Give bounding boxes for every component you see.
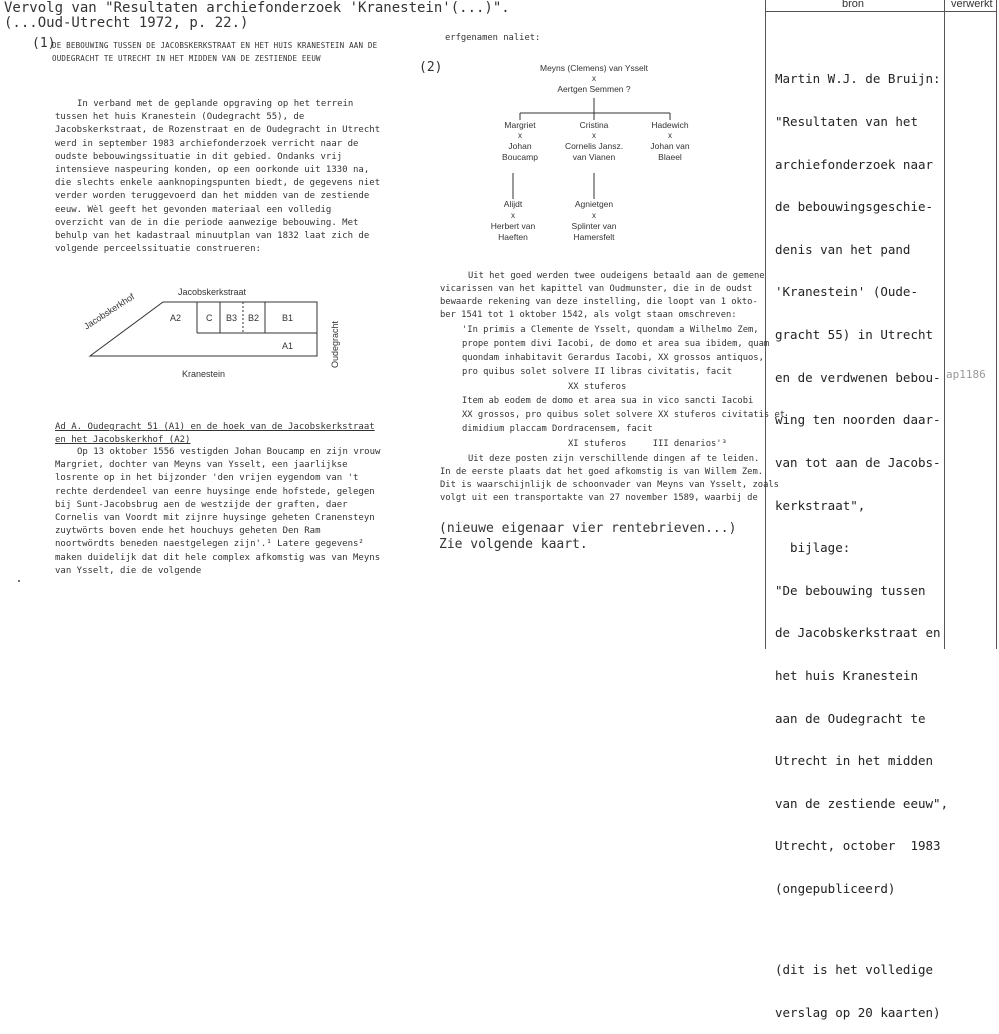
bron-line-11: kerkstraat", <box>775 497 866 513</box>
section-title-2: Ad A. Oudegracht 51 (A1) en de hoek van de Jacobskerkstraat en het Jacobskerkhof (A2) <box>55 422 375 445</box>
paragraph-2: Op 13 oktober 1556 vestigden Johan Boucamp en zijn vrouw Margriet, dochter van Meyns van Ysselt, een jaarlijkse losrente op in het bijzonder 'den vrijen eygendom van 't rechte derdendeel van eenre huysinge ende hofstede, gelegen bij Sunt-Jacobsbrug aen de westzijde der graften, daer Cornelis van Voordt mit zijnre huysinge geheten Cranensteyn zuytwörts boven ende het houchuys geheten Den Ram noortwördts beneden naestgelegen zijn'.¹ Latere gegevens² maken duidelijk dat dit hele complex afkomstig was van Meyns van Ysselt, die de volgende <box>55 447 381 576</box>
tree-child-3-name: Hadewich <box>651 120 689 130</box>
middle-line-10: Item ab eodem de domo et area sua in vico sancti Iacobi <box>462 396 754 406</box>
paragraph-1: In verband met de geplande opgraving op het terrein tussen het huis Kranestein (Oudegracht 55), de Jacobskerkstraat, de Rozenstraat en de Oudegracht in Utrecht werd in september 1983 archiefonderzoek verricht naar de oudste bebouwingssituatie in dit gebied. Ondanks vrij intensieve naspeuring konden, op een oorkonde uit 1330 na, die slechts enkele aanknopingspunten biedt, de gegevens niet verder worden teruggevoerd dan het midden van de zestiende eeuw. Wèl geeft het gevonden materiaal een volledig overzicht van de in die periode aanwezige bebouwing. Met behulp van het kadastraal minuutplan van 1832 laat zich de volgende perceelssituatie construeren: <box>55 99 381 255</box>
tree-child-2-x: x <box>592 131 596 140</box>
middle-line-7: quondam inhabitavit Gerardus Iacobi, XX grossos antiquos, <box>462 353 764 363</box>
plan-label-b3: B3 <box>226 313 238 323</box>
middle-line-11: XX grossos, pro quibus solet solvere XX stuferos civitatis et <box>462 410 786 420</box>
bron-line-13: "De bebouwing tussen <box>775 582 926 598</box>
bron-line-21 <box>775 925 965 935</box>
middle-line-12: dimidium placcam Dordracensem, facit <box>462 424 653 434</box>
tree-grandchild-2-spouse-2: Hamersfelt <box>573 232 615 242</box>
section-title-1: DE BEBOUWING TUSSEN DE JACOBSKERKSTRAAT EN HET HUIS KRANESTEIN AAN DE OUDEGRACHT TE UTRECHT IN HET MIDDEN VAN DE ZESTIENDE EEUW <box>52 41 378 63</box>
tree-child-1-spouse-1: Johan <box>508 141 532 151</box>
bron-line-20: (ongepubliceerd) <box>775 880 896 896</box>
tree-child-2-spouse-1: Cornelis Jansz. <box>564 141 624 151</box>
tree-child-3-spouse-1: Johan van <box>650 141 690 151</box>
tree-root-x: x <box>592 74 596 83</box>
verwerkt-code: ap1186 <box>946 368 986 381</box>
bron-line-1: Martin W.J. de Bruijn: <box>775 71 941 87</box>
section-marker-1: (1) <box>32 36 56 51</box>
middle-line-9: XX stuferos <box>568 382 627 392</box>
plan-label-a1: A1 <box>282 341 294 351</box>
middle-line-14: Uit deze posten zijn verschillende dingen af te leiden. <box>468 454 760 464</box>
middle-note-1: (nieuwe eigenaar vier rentebrieven...) <box>439 521 737 536</box>
plan-label-oudegracht: Oudegracht <box>330 320 340 368</box>
bron-line-18: van de zestiende eeuw", <box>775 795 949 811</box>
column-header-verwerkt: verwerkt <box>951 0 993 10</box>
column-header-bron: bron <box>842 0 865 10</box>
tree-root: Meyns (Clemens) van Ysselt <box>539 63 649 73</box>
column-rule-right <box>996 0 997 649</box>
bron-line-15: het huis Kranestein <box>775 667 918 683</box>
tree-child-2-spouse-2: van Vianen <box>572 152 616 162</box>
middle-line-16: Dit is waarschijnlijk de schoonvader van Meyns van Ysselt, zoals <box>440 480 779 490</box>
bron-line-7: gracht 55) in Utrecht <box>775 327 934 343</box>
bron-line-6: 'Kranestein' (Oude- <box>775 284 918 300</box>
tree-root-spouse: Aertgen Semmen ? <box>557 84 631 94</box>
bron-line-14: de Jacobskerkstraat en <box>775 625 941 641</box>
bron-entry <box>775 44 965 1034</box>
middle-line-4: ber 1541 tot 1 oktober 1542, als volgt staan omschreven: <box>440 310 737 320</box>
column-rule-left <box>765 0 766 649</box>
plan-label-kranestein: Kranestein <box>182 369 226 379</box>
middle-line-3: bewaarde rekening van deze instelling, die loopt van 1 okto- <box>440 297 758 307</box>
middle-line-5: 'In primis a Clemente de Ysselt, quondam a Wilhelmo Zem, <box>462 325 759 335</box>
plan-label-c: C <box>206 313 213 323</box>
bron-line-17: Utrecht in het midden <box>775 753 934 769</box>
header-line-1: Vervolg van "Resultaten archiefonderzoek 'Kranestein'(...)". <box>4 0 510 16</box>
tree-child-3-x: x <box>668 131 672 140</box>
bron-line-5: denis van het pand <box>775 241 911 257</box>
bron-line-12: bijlage: <box>775 540 851 556</box>
plan-label-b2: B2 <box>248 313 260 323</box>
header-line-2: (...Oud-Utrecht 1972, p. 22.) <box>4 15 249 31</box>
tree-child-2-name: Cristina <box>579 120 609 130</box>
bron-line-2: "Resultaten van het <box>775 114 918 130</box>
middle-note-2: Zie volgende kaart. <box>439 537 588 552</box>
tree-child-1-name: Margriet <box>504 120 536 130</box>
middle-line-13: XI stuferos III denarios'³ <box>568 439 727 449</box>
bron-line-3: archiefonderzoek naar <box>775 156 934 172</box>
bron-line-23: verslag op 20 kaarten) <box>775 1004 941 1020</box>
plan-label-a2: A2 <box>170 313 182 323</box>
middle-line-17: volgt uit een transportakte van 27 november 1589, waarbij de <box>440 493 758 503</box>
bron-line-10: van tot aan de Jacobs- <box>775 454 941 470</box>
bron-line-16: aan de Oudegracht te <box>775 710 926 726</box>
middle-line-1: Uit het goed werden twee oudeigens betaald aan de gemene <box>468 271 765 281</box>
bron-line-22: (dit is het volledige <box>775 962 934 977</box>
tree-grandchild-1-name: Alijdt <box>503 199 523 209</box>
middle-line-15: In de eerste plaats dat het goed afkomstig is van Willem Zem. <box>440 467 764 477</box>
bron-line-19: Utrecht, october 1983 <box>775 838 941 854</box>
plan-label-b1: B1 <box>282 313 294 323</box>
tree-grandchild-1-spouse-2: Haeften <box>498 232 528 242</box>
middle-intro: erfgenamen naliet: <box>445 33 541 43</box>
tree-grandchild-2-x: x <box>592 211 596 220</box>
tree-child-1-x: x <box>518 131 522 140</box>
tree-child-3-spouse-2: Blaeel <box>658 152 682 162</box>
middle-line-6: prope pontem divi Iacobi, de domo et area sua ibidem, quam <box>462 339 770 349</box>
middle-line-2: vicarissen van het kapittel van Oudmunster, die in de oudst <box>440 284 753 294</box>
middle-line-8: pro quibus solet solvere II libras civitatis, facit <box>462 367 733 377</box>
tree-grandchild-1-x: x <box>511 211 515 220</box>
margin-dot <box>18 580 20 582</box>
tree-grandchild-2-spouse-1: Splinter van <box>571 221 617 231</box>
section-marker-2: (2) <box>419 60 443 75</box>
header-rule <box>765 11 997 12</box>
bron-line-4: de bebouwingsgeschie- <box>775 199 934 215</box>
plan-label-jacobskerkhof: Jacobskerkhof <box>82 291 137 332</box>
tree-grandchild-2-name: Agnietgen <box>574 199 614 209</box>
bron-line-8: en de verdwenen bebou- <box>775 369 941 385</box>
plan-label-jacobskerkstraat: Jacobskerkstraat <box>178 287 247 297</box>
bron-line-9: wing ten noorden daar- <box>775 412 941 428</box>
tree-grandchild-1-spouse-1: Herbert van <box>490 221 536 231</box>
tree-child-1-spouse-2: Boucamp <box>502 152 538 162</box>
